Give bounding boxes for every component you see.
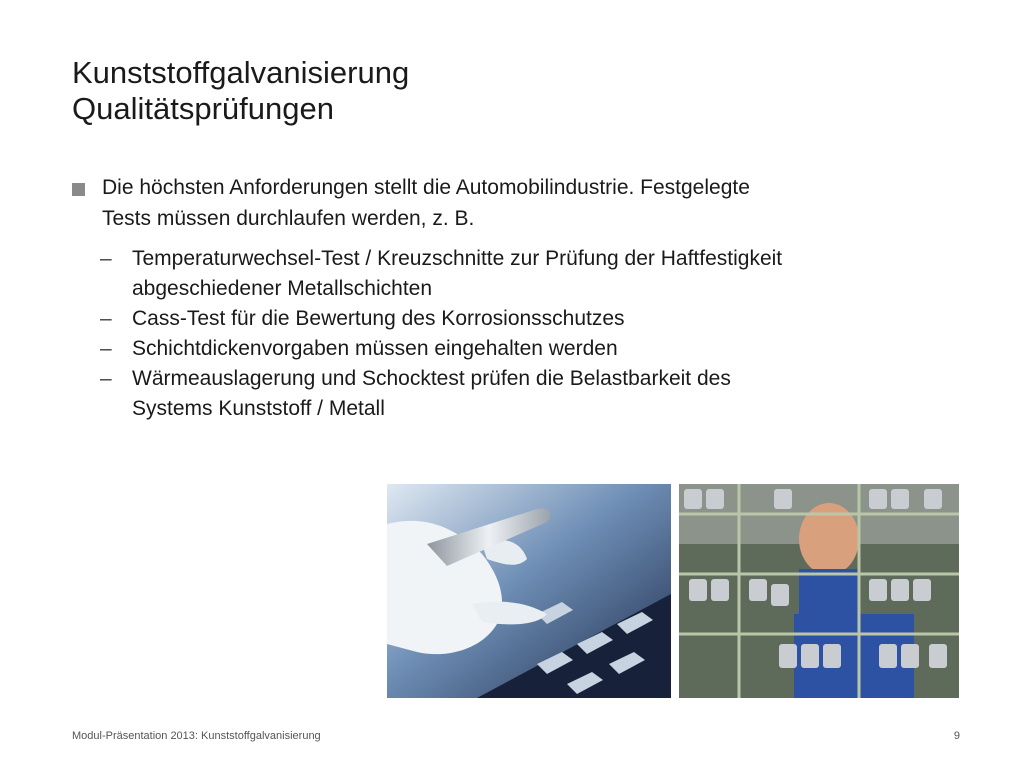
sub-bullet-layer-thickness [72,334,972,364]
slide-title-line-2: Qualitätsprüfungen [72,91,334,126]
dash-icon: – [100,337,112,360]
dash-icon: – [100,307,112,330]
dash-icon: – [100,247,112,270]
sub-bullet-text-cont: abgeschiedener Metallschichten [132,277,433,300]
bullet-main-line-1: Die höchsten Anforderungen stellt die Automobilindustrie. Festgelegte [102,176,750,199]
sub-bullet-text: Temperaturwechsel-Test / Kreuzschnitte zur Prüfung der Haftfestigkeit [132,247,783,270]
page-number: 9 [953,730,960,742]
dash-icon: – [100,367,112,390]
slide-title-line-1: Kunststoffgalvanisierung [72,55,410,90]
bullet-main-line-2: Tests müssen durchlaufen werden, z. B. [102,207,475,230]
sub-bullet-heat-shock-test [72,364,972,424]
slide-title [72,55,409,127]
sub-bullet-text-cont: Systems Kunststoff / Metall [132,397,385,420]
photo-row [387,484,959,698]
sub-bullet-temperature-test [72,244,972,304]
photo-gloved-hand-part [387,484,671,698]
sub-bullet-text: Wärmeauslagerung und Schocktest prüfen die Belastbarkeit des [132,367,731,390]
bullet-main [72,172,972,234]
footer-text: Modul-Präsentation 2013: Kunststoffgalvanisierung [72,730,321,742]
bullet-square-icon [72,183,85,196]
bullet-list [72,172,972,424]
photo-worker-with-rack [679,484,959,698]
sub-bullet-text: Cass-Test für die Bewertung des Korrosionsschutzes [132,307,625,330]
sub-bullet-text: Schichtdickenvorgaben müssen eingehalten werden [132,337,618,360]
sub-bullet-list [72,244,972,424]
sub-bullet-cass-test [72,304,972,334]
